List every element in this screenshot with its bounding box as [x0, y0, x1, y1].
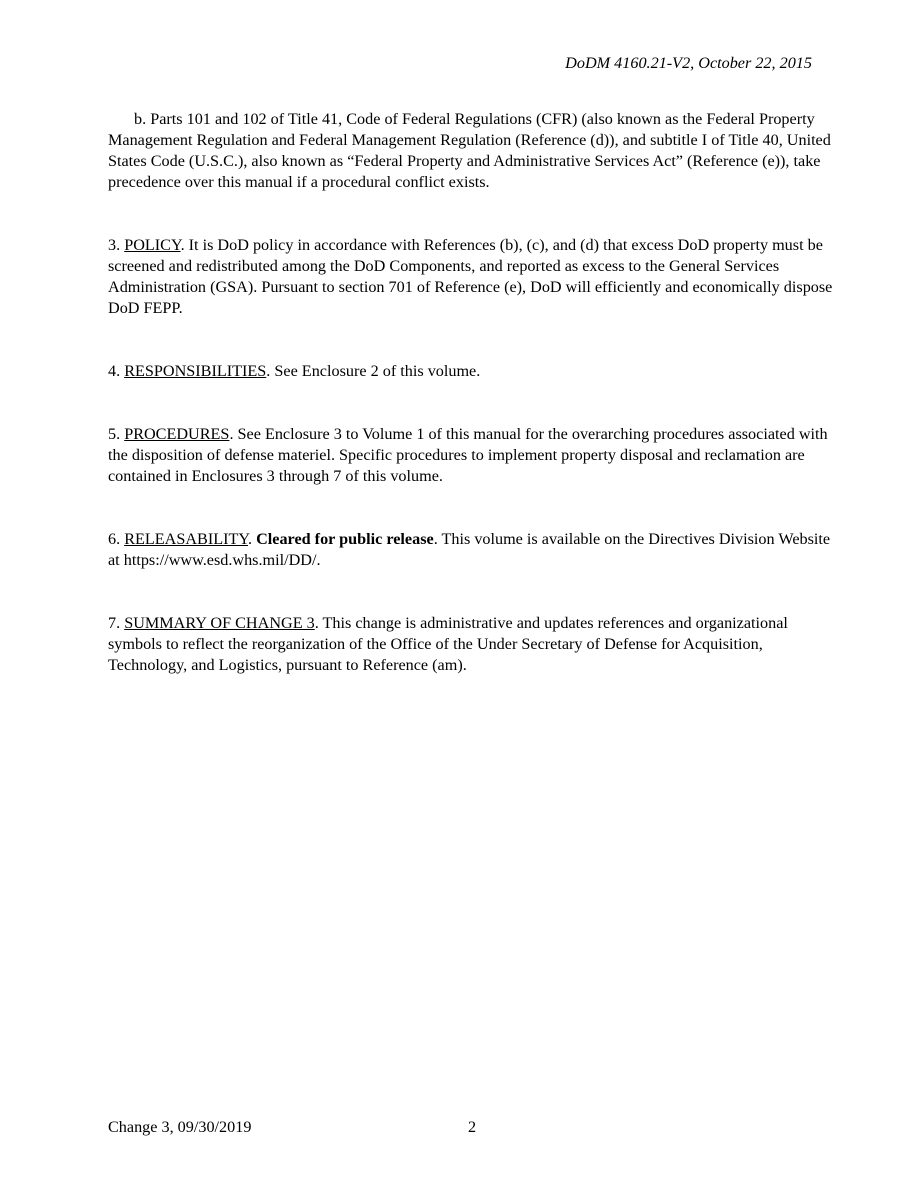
section-body: . See Enclosure 2 of this volume. [266, 362, 481, 380]
footer-page-number: 2 [468, 1118, 477, 1136]
section-number: 3. [108, 236, 125, 254]
section-number: 6. [108, 530, 125, 548]
section-body: . This volume is available on the Directives Division Website at https://www.esd.whs.mil/DD/. [108, 530, 831, 569]
section-body: . This change is administrative and updates references and organizational symbols to reflect the reorganization of the Office of the Under Secretary of Defense for Acquisition, Technology, and Logistics, pursuant to Reference (am). [108, 614, 788, 674]
section-heading-procedures: PROCEDURES [124, 425, 230, 443]
section-heading-responsibilities: RESPONSIBILITIES [124, 362, 267, 380]
section-number: 4. [108, 362, 125, 380]
section-body: . See Enclosure 3 to Volume 1 of this manual for the overarching procedures associated with the disposition of defense materiel. Specific procedures to implement property disposal and reclamation are contained in Enclosures 3 through 7 of this volume. [108, 425, 828, 485]
section-number: 5. [108, 425, 125, 443]
section-responsibilities [108, 361, 838, 382]
release-statement: Cleared for public release [256, 530, 434, 548]
paragraph-b-text: b. Parts 101 and 102 of Title 41, Code of Federal Regulations (CFR) (also known as the Federal Property Management Regulation and Federal Management Regulation (Reference (d)), and subtitle I of Title 40, United States Code (U.S.C.), also known as “Federal Property and Administrative Services Act” (Reference (e)), take precedence over this manual if a procedural conflict exists. [108, 110, 831, 191]
section-number: 7. [108, 614, 125, 632]
section-separator: . [248, 530, 257, 548]
section-policy [108, 235, 838, 319]
section-heading-summary-of-change: SUMMARY OF CHANGE 3 [124, 614, 315, 632]
running-header: DoDM 4160.21-V2, October 22, 2015 [565, 54, 812, 72]
section-procedures [108, 424, 838, 487]
paragraph-b [108, 109, 838, 193]
section-releasability [108, 529, 838, 571]
footer-change-note: Change 3, 09/30/2019 [108, 1118, 252, 1136]
section-heading-releasability: RELEASABILITY [124, 530, 248, 548]
section-heading-policy: POLICY [124, 236, 181, 254]
document-body [108, 109, 838, 676]
section-body: . It is DoD policy in accordance with References (b), (c), and (d) that excess DoD property must be screened and redistributed among the DoD Components, and reported as excess to the General Services Administration (GSA). Pursuant to section 701 of Reference (e), DoD will efficiently and economically dispose DoD FEPP. [108, 236, 833, 317]
section-summary-of-change [108, 613, 838, 676]
